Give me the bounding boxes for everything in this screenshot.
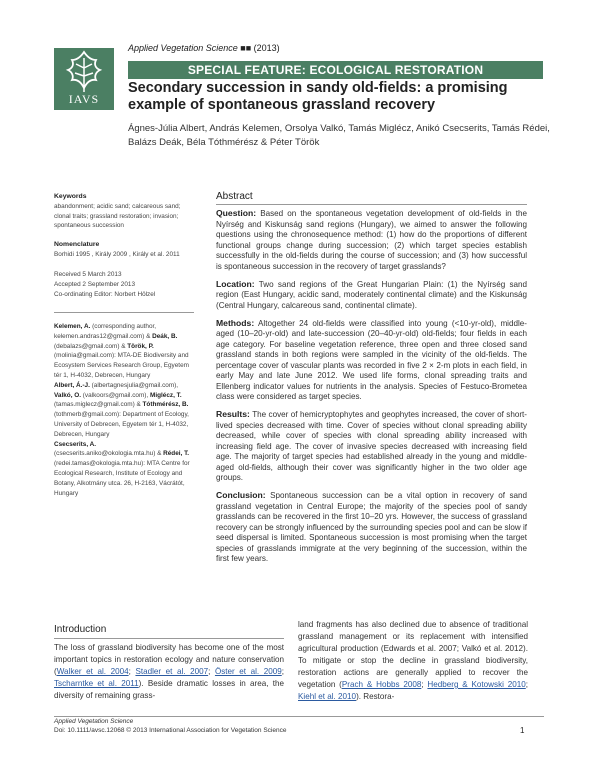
nomenclature-block [54, 240, 194, 260]
abstract-rule [216, 204, 527, 205]
affil-name: Kelemen, A. [54, 323, 91, 330]
intro-text: land fragments has also declined due to absence of traditional grassland management or its replacement with intensified agricultural production (Edwards et al. 2007; Valkó et al. 2012). To mitigate or stop the decline in grassland biodiversity, restoration actions are generally applied to recover the vegetation ( [298, 620, 528, 689]
affil-text: (debalazs@gmail.com) & [54, 342, 128, 350]
introduction-heading: Introduction [54, 624, 107, 635]
affil-text: (csecserits.aniko@okologia.mta.hu) & [54, 450, 164, 458]
affiliations-block [54, 322, 194, 498]
intro-column-1 [54, 642, 284, 702]
keywords-block [54, 192, 194, 231]
abstract-methods [216, 318, 527, 403]
conclusion-text: Spontaneous succession can be a vital option in recovery of sand grassland vegetation in Central Europe; the majority of the species pool of sandy grasslands can be recovered in the first 10–20 yrs. However, the success of grassland recovery can be strongly influenced by the surrounding species pool and can be slow if seed dispersal is limited. Spontaneous succession is most promising when the target species of grasslands immigrate at the very beginning of the succession, within the first few years. [216, 491, 527, 563]
citation-link[interactable]: Tscharntke et al. 2011 [54, 679, 139, 688]
location-text: Two sand regions of the Great Hungarian Plain: (1) the Nyírség sand region (East Hungary, acidic sand, moderately continental climate) and the Kiskunság (Central Hungary, calcareous sand, continental climate). [216, 279, 528, 310]
question-label: Question: [216, 208, 257, 218]
affil-text: (valkoors@gmail.com), [81, 391, 150, 399]
intro-text: ). Beside dramatic losses in area, the diversity of remaining grass- [54, 679, 284, 700]
logo-text: IAVS [68, 92, 100, 106]
affil-name: Deák, B. [152, 332, 178, 340]
affil-name: Tóthmérész, B. [142, 401, 189, 409]
affil-text: (molinia@gmail.com): MTA-DE Biodiversity and Ecosystem Services Research Group, Egyetem tér 1, H-4032, Debrecen, Hungary [54, 352, 189, 379]
received-date: Received 5 March 2013 [54, 271, 122, 278]
citation-sep: ; [525, 680, 529, 689]
journal-volume: ■■ (2013) [240, 43, 280, 53]
leaf-icon [54, 48, 114, 96]
page-number: 1 [520, 726, 525, 735]
nomenclature-text: Borhidi 1995 , Király 2009 , Király et al. 2011 [54, 250, 180, 258]
abstract-body [216, 208, 527, 571]
iavs-logo [54, 48, 114, 110]
affil-text: (redei.tamas@okologia.mta.hu): MTA Centre for Ecological Research, Institute of Ecology and Botany, Alkotmány utca. 26, H-2163, Vácrátót, Hungary [54, 460, 190, 497]
article-title: Secondary succession in sandy old-fields: a promising example of spontaneous grassland recovery [128, 80, 508, 113]
journal-name: Applied Vegetation Science [128, 43, 238, 53]
results-label: Results: [216, 409, 250, 419]
introduction-rule [54, 638, 284, 639]
abstract-location [216, 279, 527, 312]
special-feature-banner: SPECIAL FEATURE: ECOLOGICAL RESTORATION [128, 61, 543, 79]
citation-link[interactable]: Prach & Hobbs 2008 [341, 680, 422, 689]
affil-name: Csecserits, A. [54, 440, 97, 448]
citation-link[interactable]: Stadler et al. 2007 [135, 667, 209, 676]
footer-journal: Applied Vegetation Science [54, 718, 134, 725]
citation-sep: ; [208, 667, 215, 676]
affil-text: (albertagnesjulia@gmail.com), [89, 381, 179, 389]
results-text: The cover of hemicryptophytes and geophytes increased, the cover of short-lived species decreased with time. Cover of species without clonal spreading ability decreased, while cover of species with clonal spreading ability increased with increasing field age. The cover of invasive species decreased with increasing field age. The majority of target species had established already in the young and middle-aged old-fields, although their cover was significantly higher in the two older age groups. [216, 410, 527, 482]
sidebar-divider [54, 312, 194, 313]
affil-name: Albert, Á.-J. [54, 381, 90, 389]
methods-text: Altogether 24 old-fields were classified into young (<10-yr-old), middle-aged (10–20-yr-old) and late-succession (20–40-yr-old) old-fields; four fields in each age category. For baseline vegetation reference, three open and three closed sand grassland stands in both regions were sampled in the vicinity of the old-fields. The percentage cover of vascular plants was recorded in five 2 × 2-m plots in each field, in early May and late June 2012. We used life forms, clonal spreading traits and Ellenberg indicator values for nutrients in the analysis. Species of Festuco-Brometea class were considered as target species. [216, 318, 527, 401]
keywords-heading: Keywords [54, 193, 87, 200]
citation-link[interactable]: Öster et al. 2009 [214, 667, 282, 676]
conclusion-label: Conclusion: [216, 490, 266, 500]
affil-text: (tamas.miglecz@gmail.com) & [54, 401, 143, 409]
citation-link[interactable]: Hedberg & Kotowski 2010 [427, 680, 526, 689]
affil-name: Miglécz, T. [150, 391, 182, 399]
dates-block [54, 270, 194, 299]
affil-text: (tothmerb@gmail.com): Department of Ecology, University of Debrecen, Egyetem tér 1, H-4032, Debrecen, Hungary [54, 411, 189, 438]
question-text: Based on the spontaneous vegetation development of old-fields in the Nyírség and Kiskunság sand regions (Hungary), we aimed to answer the following questions using the chronosequence method: (1) how do the proportions of different functional groups change during succession; (2) which target species establish successfully in the old-fields during the course of succession; and (3) how successful is spontaneous succession in the recovery of target grasslands? [216, 209, 528, 271]
affil-name: Valkó, O. [54, 391, 81, 399]
citation-link[interactable]: Kiehl et al. 2010 [298, 692, 357, 701]
coordinating-editor: Co-ordinating Editor: Norbert Hölzel [54, 290, 156, 298]
abstract-question [216, 208, 527, 272]
citation-link[interactable]: Walker et al. 2004 [56, 667, 129, 676]
footer-doi: Doi: 10.1111/avsc.12068 © 2013 International Association for Vegetation Science [54, 727, 287, 734]
author-list: Ágnes-Júlia Albert, András Kelemen, Orsolya Valkó, Tamás Miglécz, Anikó Csecserits, Tamás Rédei, Balázs Deák, Béla Tóthmérész & Péter Török [128, 123, 550, 148]
footer-rule [54, 716, 544, 717]
journal-header [128, 43, 280, 53]
affil-name: Rédei, T. [163, 450, 190, 458]
affil-name: Török, P. [127, 342, 154, 350]
accepted-date: Accepted 2 September 2013 [54, 280, 136, 288]
citation-sep: ; [128, 667, 136, 676]
methods-label: Methods: [216, 317, 255, 328]
abstract-conclusion [216, 490, 527, 565]
intro-text: The loss of grassland biodiversity has become one of the most important topics in restoration ecology and nature conservation ( [54, 643, 284, 676]
abstract-heading: Abstract [216, 191, 253, 202]
intro-text: ). Restora- [356, 692, 395, 701]
affil-text: (corresponding author, kelemen.andras12@gmail.com) & [54, 323, 157, 340]
citation-sep: ; [421, 680, 428, 689]
citation-sep: ; [281, 667, 284, 676]
location-label: Location: [216, 278, 255, 289]
keywords-text: abandonment; acidic sand; calcareous sand; clonal traits; grassland restoration; invasion; spontaneous succession [54, 202, 181, 230]
abstract-results [216, 409, 527, 484]
intro-column-2 [298, 619, 528, 703]
nomenclature-heading: Nomenclature [54, 241, 100, 248]
